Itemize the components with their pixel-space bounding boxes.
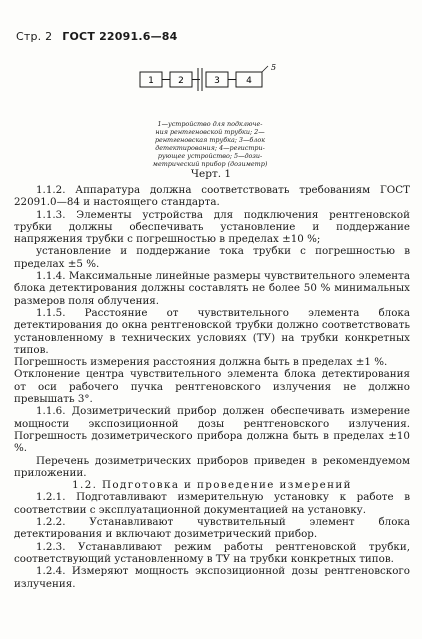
paragraph: 1.2.2. Устанавливают чувствительный элемент блока детектирования и включают дозиметрический прибор.	[14, 516, 410, 541]
paragraph: 1.2.3. Устанавливают режим работы рентгеновской трубки, соответствующий установленному в ТУ на трубки конкретных типов.	[14, 540, 410, 565]
caption-line: ния рентгеновской трубки; 2—	[155, 128, 265, 137]
paragraph: 1.1.2. Аппаратура должна соответствовать требованиям ГОСТ 22091.0—84 и настоящего стандарта.	[14, 184, 410, 209]
block-4-label: 4	[246, 76, 252, 86]
paragraph: Погрешность измерения расстояния должна быть в пределах ±1 %.	[14, 356, 388, 369]
block-diagram	[130, 62, 280, 102]
standard-number: ГОСТ 22091.6—84	[62, 30, 178, 43]
marker-leader	[262, 66, 268, 72]
block-3-label: 3	[214, 76, 220, 86]
paragraph: Отклонение центра чувствительного элемента блока детектирования от оси рабочего пучка рентгеновского излучения не должно превышать 3°.	[14, 368, 410, 406]
paragraph: 1.1.6. Дозиметрический прибор должен обеспечивать измерение мощности экспозиционной дозы рентгеновского излучения. Погрешность дозиметрического прибора должна быть в пределах ±10 %.	[14, 405, 410, 455]
page-header	[16, 30, 177, 43]
paragraph: 1.2. Подготовка и проведение измерений	[72, 479, 352, 492]
figure-title: Черт. 1	[190, 168, 232, 180]
paragraph: Перечень дозиметрических приборов приведен в рекомендуемом приложении.	[14, 454, 410, 479]
paragraph: установление и поддержание тока трубки с погрешностью в пределах ±5 %.	[14, 245, 410, 270]
caption-line: метрический прибор (дозиметр)	[152, 160, 268, 169]
paragraph: 1.2.1. Подготавливают измерительную установку к работе в соответствии с эксплуатационной документацией на установку.	[14, 491, 410, 516]
figure-caption	[130, 120, 290, 169]
paragraph: 1.1.4. Максимальные линейные размеры чувствительного элемента блока детектирования должны составлять не более 50 % минимальных размеров поля облучения.	[14, 270, 410, 307]
body-text	[14, 184, 410, 590]
paragraph: 1.1.3. Элементы устройства для подключения рентгеновской трубки должны обеспечивать установление и поддержание напряжения трубки с погрешностью в пределах ±10 %;	[14, 208, 410, 246]
block-1-label: 1	[148, 76, 154, 86]
paragraph: 1.2.4. Измеряют мощность экспозиционной дозы рентгеновского излучения.	[14, 565, 410, 590]
block-2-label: 2	[178, 76, 184, 86]
marker-5-label: 5	[271, 63, 277, 72]
caption-line: детектирования; 4—регистри-	[155, 144, 265, 153]
caption-line: рующее устройство; 5—дози-	[157, 152, 263, 161]
caption-line: 1—устройство для подключе-	[157, 120, 263, 128]
paragraph: 1.1.5. Расстояние от чувствительного элемента блока детектирования до окна рентгеновской трубки должно соответствовать установленному в технических условиях (ТУ) на трубки конкретных типов.	[14, 306, 410, 356]
caption-line: рентгеновская трубка; 3—блок	[154, 136, 266, 145]
page-number: Стр. 2	[16, 30, 53, 43]
